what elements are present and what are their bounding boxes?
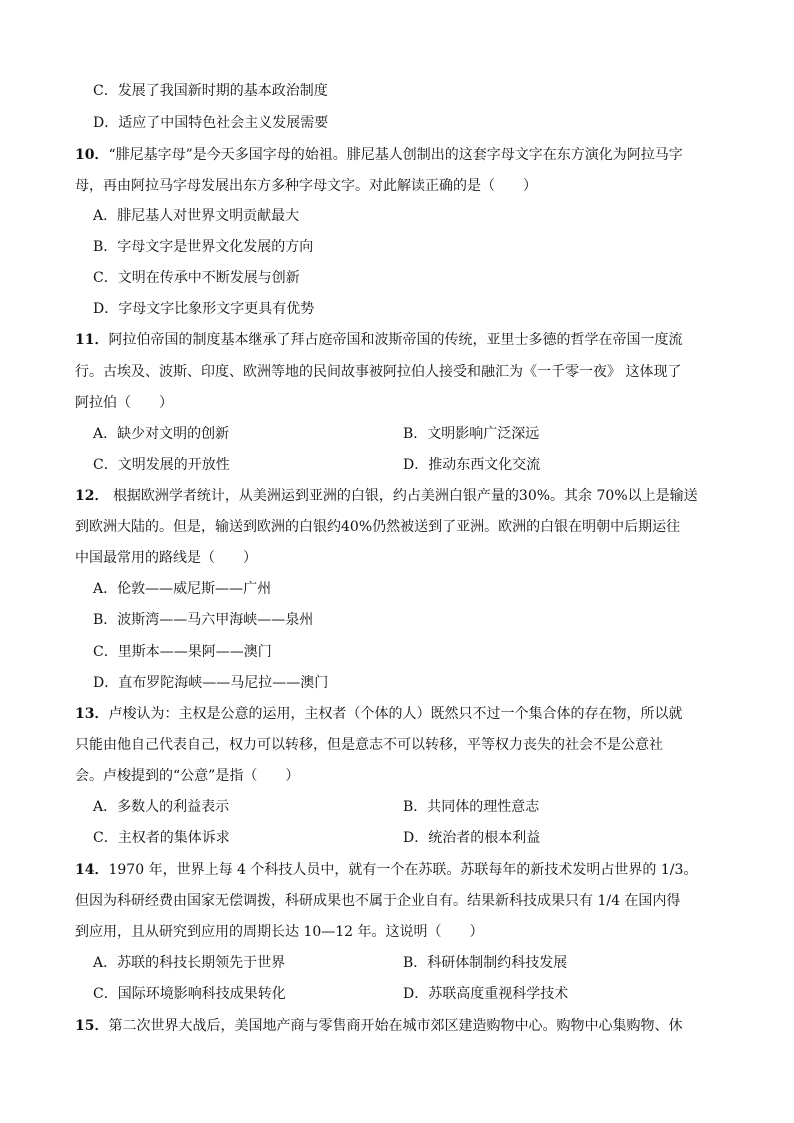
- question-11-option-b: B．文明影响广泛深远: [403, 426, 540, 442]
- question-11-line-1: [75, 330, 715, 350]
- question-stem-text: 1970 年，世界上每 4 个科技人员中，就有一个在苏联。苏联每年的新技术发明占世界的 1/3。: [108, 862, 698, 878]
- question-number: 12．: [75, 488, 109, 504]
- question-12-option-b: B．波斯湾——马六甲海峡——泉州: [93, 612, 314, 628]
- question-12-line-1: [75, 486, 715, 506]
- question-stem-text: 第二次世界大战后，美国地产商与零售商开始在城市郊区建造购物中心。购物中心集购物、休: [108, 1018, 683, 1034]
- question-11-line-3: 阿拉伯（ ）: [75, 395, 173, 411]
- question-10-option-c: C．文明在传承中不断发展与创新: [93, 270, 300, 286]
- question-12-option-a: A．伦敦——威尼斯——广州: [93, 581, 272, 597]
- question-14-line-3: 到应用，且从研究到应用的周期长达 10—12 年。这说明（ ）: [75, 924, 484, 940]
- question-10-option-b: B．字母文字是世界文化发展的方向: [93, 239, 314, 255]
- question-13-option-a: A．多数人的利益表示: [93, 799, 230, 815]
- question-14-line-2: 但因为科研经费由国家无偿调拨，科研成果也不属于企业自有。结果新科技成果只有 1/4 在国内得: [75, 893, 681, 909]
- question-13-line-1: [75, 704, 715, 724]
- question-10-line-1: [75, 145, 715, 165]
- question-11-option-d: D．推动东西文化交流: [403, 457, 541, 473]
- question-stem-text: 卢梭认为：主权是公意的运用，主权者（个体的人）既然只不过一个集合体的存在物，所以就: [108, 706, 683, 722]
- question-13-option-b: B．共同体的理性意志: [403, 799, 540, 815]
- question-15-line-1: [75, 1016, 715, 1036]
- question-13-option-c: C．主权者的集体诉求: [93, 830, 230, 846]
- question-number: 11．: [75, 332, 109, 348]
- question-13-line-3: 会。卢梭提到的“公意”是指（ ）: [75, 768, 300, 784]
- question-14-option-a: A．苏联的科技长期领先于世界: [93, 955, 286, 971]
- question-12-option-c: C．里斯本——果阿——澳门: [93, 644, 272, 660]
- carryover-option-c: C．发展了我国新时期的基本政治制度: [93, 83, 328, 99]
- question-number: 14．: [75, 862, 109, 878]
- carryover-option-d: D．适应了中国特色社会主义发展需要: [93, 115, 329, 131]
- question-number: 15．: [75, 1018, 109, 1034]
- question-13-option-d: D．统治者的根本利益: [403, 830, 541, 846]
- question-12-option-d: D．直布罗陀海峡——马尼拉——澳门: [93, 675, 329, 691]
- question-stem-text: 根据欧洲学者统计，从美洲运到亚洲的白银，约占美洲白银产量的30%。其余 70%以上是输送: [112, 488, 698, 504]
- question-14-option-c: C．国际环境影响科技成果转化: [93, 986, 286, 1002]
- question-11-option-a: A．缺少对文明的创新: [93, 426, 230, 442]
- question-11-option-c: C．文明发展的开放性: [93, 457, 230, 473]
- question-14-option-d: D．苏联高度重视科学技术: [403, 986, 569, 1002]
- question-10-option-a: A．腓尼基人对世界文明贡献最大: [93, 208, 300, 224]
- question-14-line-1: [75, 860, 715, 880]
- question-stem-text: 阿拉伯帝国的制度基本继承了拜占庭帝国和波斯帝国的传统，亚里士多德的哲学在帝国一度流: [108, 332, 683, 348]
- question-number: 13．: [75, 706, 109, 722]
- question-14-option-b: B．科研体制制约科技发展: [403, 955, 568, 971]
- question-10-line-2: 母，再由阿拉马字母发展出东方多种字母文字。对此解读正确的是（ ）: [75, 178, 537, 194]
- question-12-line-3: 中国最常用的路线是（ ）: [75, 550, 257, 566]
- question-number: 10．: [75, 147, 109, 163]
- question-13-line-2: 只能由他自己代表自己，权力可以转移，但是意志不可以转移，平等权力丧失的社会不是公意社: [75, 737, 663, 753]
- question-12-line-2: 到欧洲大陆的。但是，输送到欧洲的白银约40%仍然被送到了亚洲。欧洲的白银在明朝中后期运往: [75, 519, 681, 535]
- question-10-option-d: D．字母文字比象形文字更具有优势: [93, 301, 315, 317]
- question-stem-text: “腓尼基字母”是今天多国字母的始祖。腓尼基人创制出的这套字母文字在东方演化为阿拉马字: [108, 147, 683, 163]
- question-11-line-2: 行。古埃及、波斯、印度、欧洲等地的民间故事被阿拉伯人接受和融汇为《一千零一夜》 这体现了: [75, 364, 682, 380]
